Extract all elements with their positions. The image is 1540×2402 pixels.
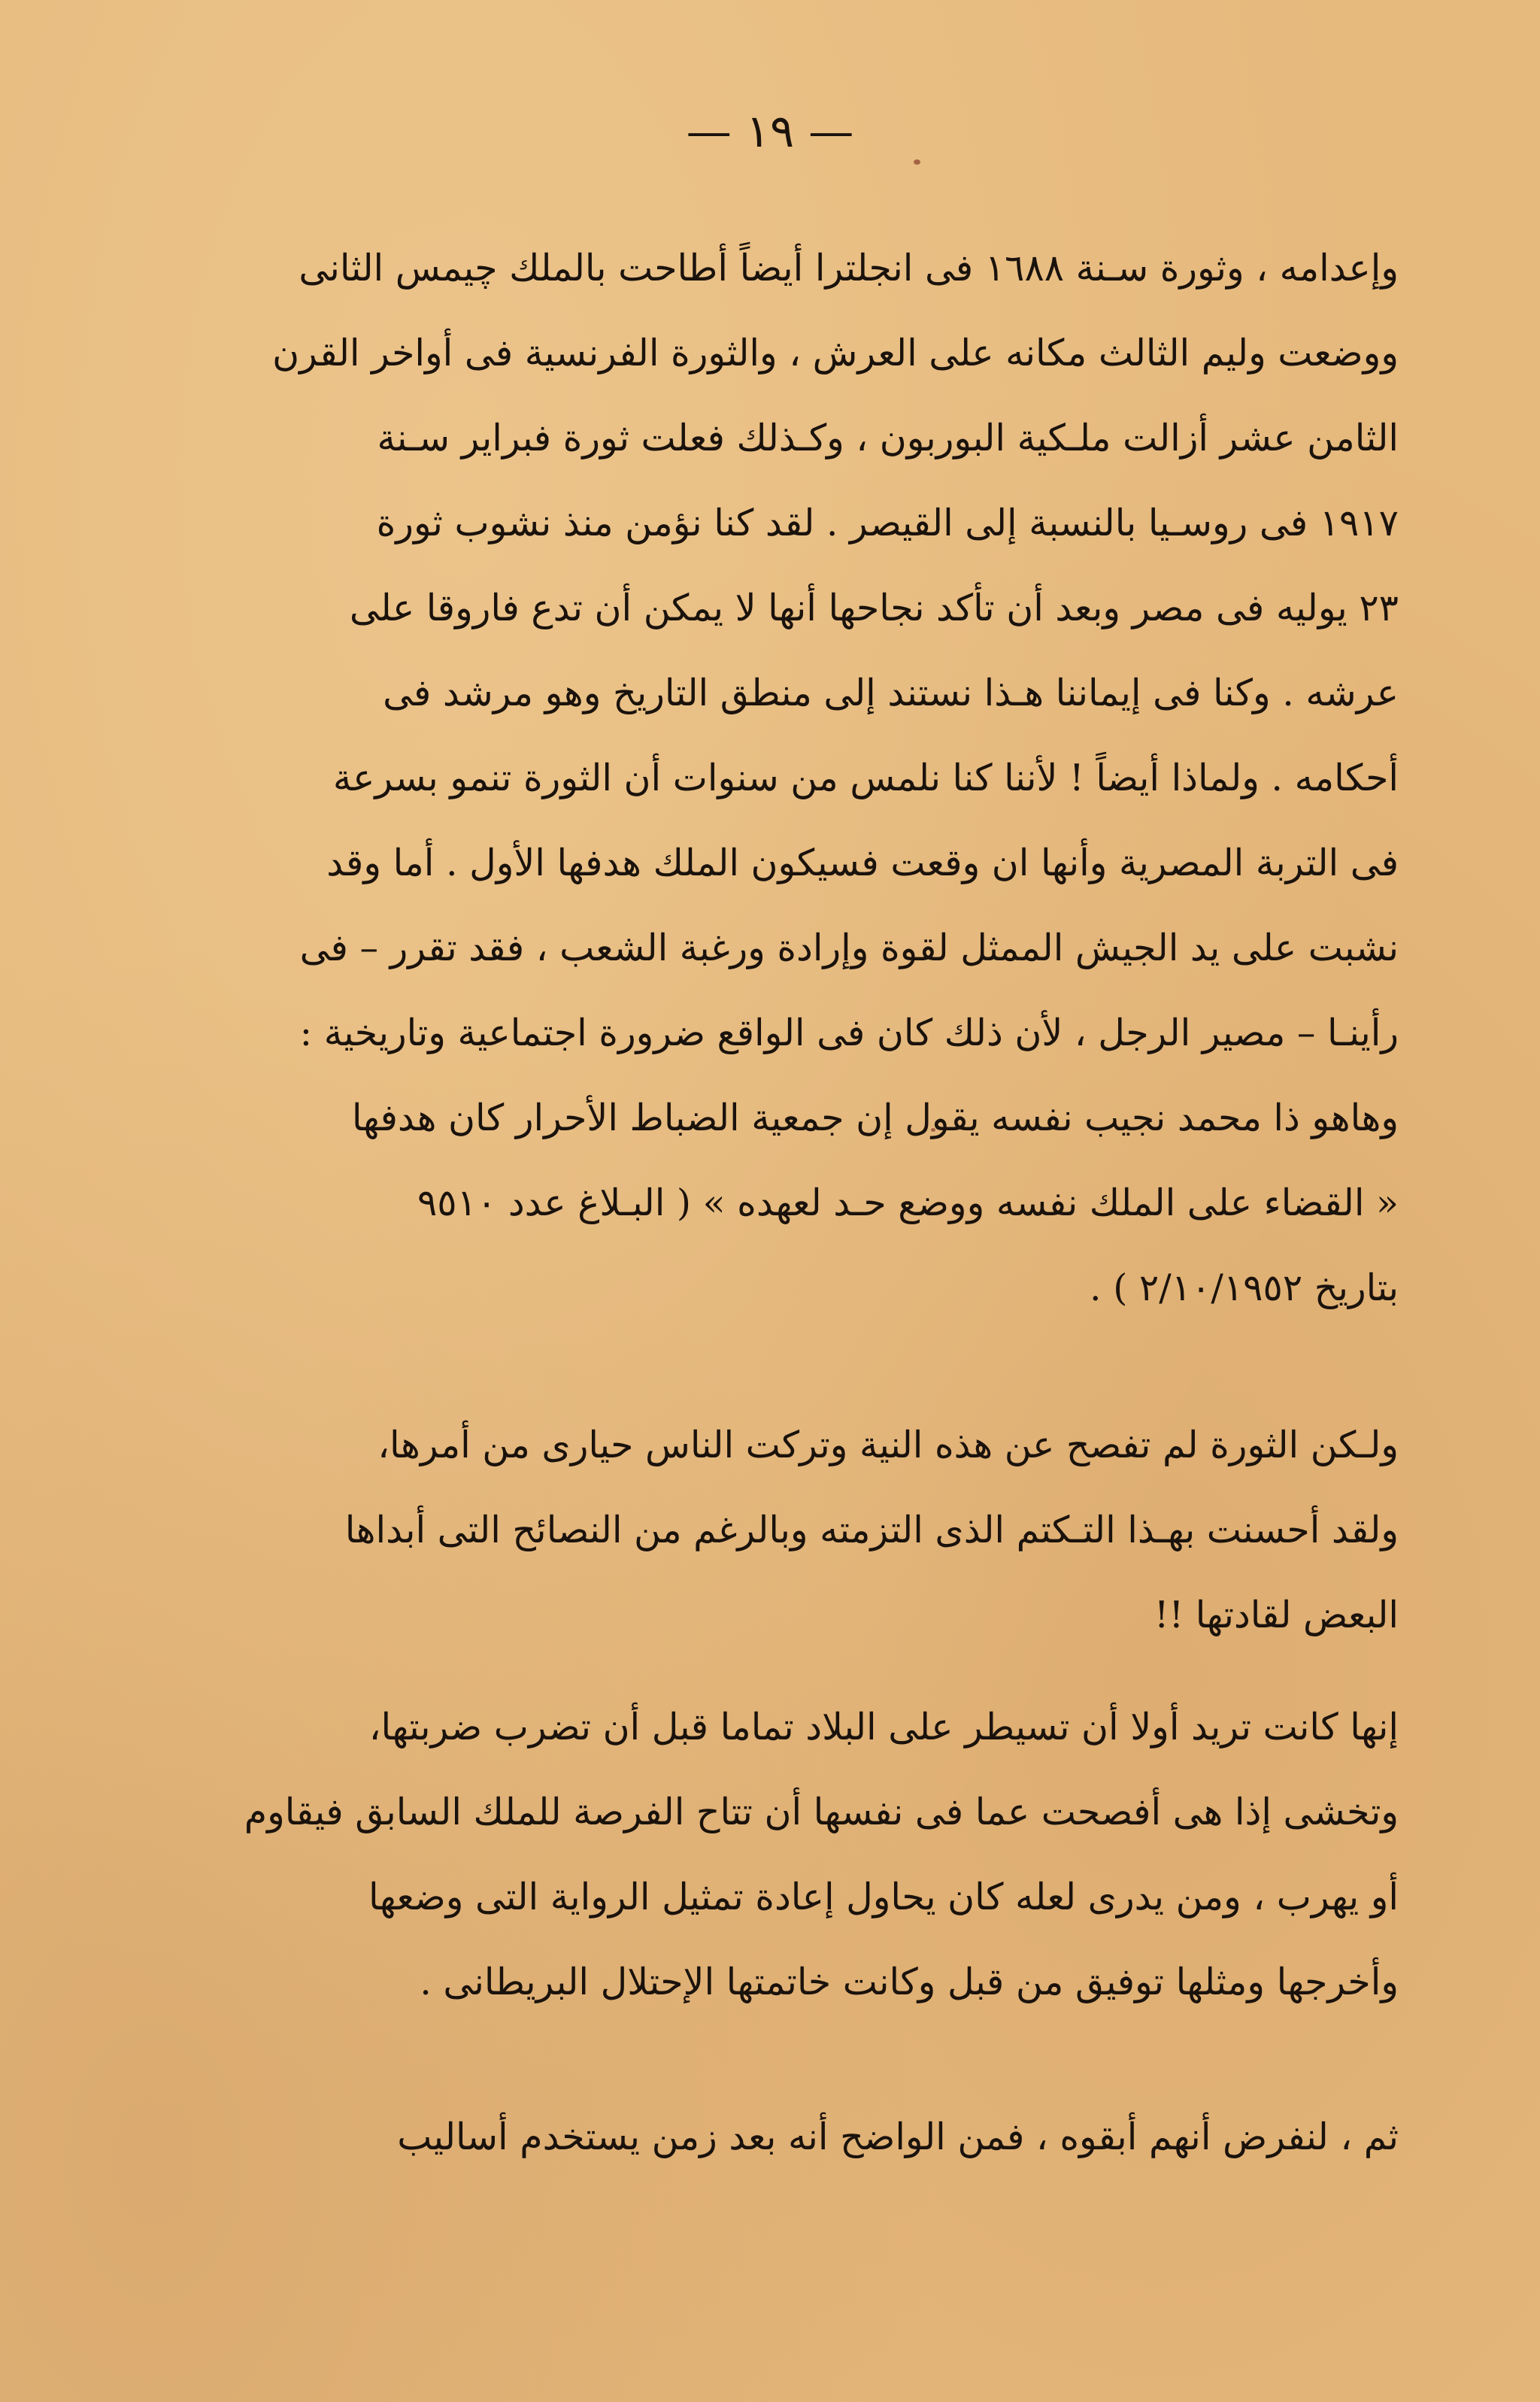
text-line: نشبت على يد الجيش الممثل لقوة وإرادة ورغبة الشعب ، فقد تقرر – فى xyxy=(299,927,1399,969)
text-line: إنها كانت تريد أولا أن تسيطر على البلاد تماما قبل أن تضرب ضربتها، xyxy=(368,1706,1399,1748)
paragraph-1 xyxy=(120,226,1399,1330)
text-line: ووضعت وليم الثالث مكانه على العرش ، والثورة الفرنسية فى أواخر القرن xyxy=(272,332,1399,375)
text-line: أحكامه . ولماذا أيضاً ! لأننا كنا نلمس من سنوات أن الثورة تنمو بسرعة xyxy=(332,757,1399,799)
text-line: ولقد أحسنت بهـذا التـكتم الذى التزمته وبالرغم من النصائح التى أبداها xyxy=(344,1509,1399,1551)
text-line: أو يهرب ، ومن يدرى لعله كان يحاول إعادة تمثيل الرواية التى وضعها xyxy=(368,1876,1399,1918)
text-line: ٢٣ يوليه فى مصر وبعد أن تأكد نجاحها أنها لا يمكن أن تدع فاروقا على xyxy=(349,587,1399,629)
text-line: البعض لقادتها !! xyxy=(1153,1594,1399,1636)
text-line: بتاريخ ٢/١٠/١٩٥٢ ) . xyxy=(1090,1266,1399,1309)
paragraph-2 xyxy=(120,1403,1399,1657)
text-line: وأخرجها ومثلها توفيق من قبل وكانت خاتمتها الإحتلال البريطانى . xyxy=(420,1961,1399,2003)
text-line: رأينـا – مصير الرجل ، لأن ذلك كان فى الواقع ضرورة اجتماعية وتاريخية : xyxy=(299,1011,1399,1054)
text-line: وإعدامه ، وثورة سـنة ١٦٨٨ فى انجلترا أيضاً أطاحت بالملك چيمس الثانى xyxy=(299,247,1399,290)
page-number: — ١٩ — xyxy=(686,105,854,158)
text-line: ولـكن الثورة لم تفصح عن هذه النية وتركت الناس حيارى من أمرها، xyxy=(377,1424,1399,1466)
text-line: ١٩١٧ فى روسـيا بالنسبة إلى القيصر . لقد كنا نؤمن منذ نشوب ثورة xyxy=(376,502,1399,544)
text-line: « القضاء على الملك نفسه ووضع حـد لعهده » ( البـلاغ عدد ٩٥١٠ xyxy=(417,1181,1399,1224)
text-line: وتخشى إذا هى أفصحت عما فى نفسها أن تتاح الفرصة للملك السابق فيقاوم xyxy=(244,1791,1399,1833)
paragraph-4 xyxy=(120,2094,1399,2179)
text-line: الثامن عشر أزالت ملـكية البوربون ، وكـذلك فعلت ثورة فبراير سـنة xyxy=(377,417,1399,459)
text-line: فى التربة المصرية وأنها ان وقعت فسيكون الملك هدفها الأول . أما وقد xyxy=(326,842,1399,884)
text-line: عرشه . وكنا فى إيماننا هـذا نستند إلى منطق التاريخ وهو مرشد فى xyxy=(383,672,1399,714)
text-line: وهاهو ذا محمد نجيب نفسه يقول إن جمعية الضباط الأحرار كان هدفها xyxy=(351,1096,1399,1139)
paragraph-3 xyxy=(120,1685,1399,2024)
ink-spot xyxy=(914,159,920,165)
text-line: ثم ، لنفرض أنهم أبقوه ، فمن الواضح أنه بعد زمن يستخدم أساليب xyxy=(397,2115,1399,2158)
